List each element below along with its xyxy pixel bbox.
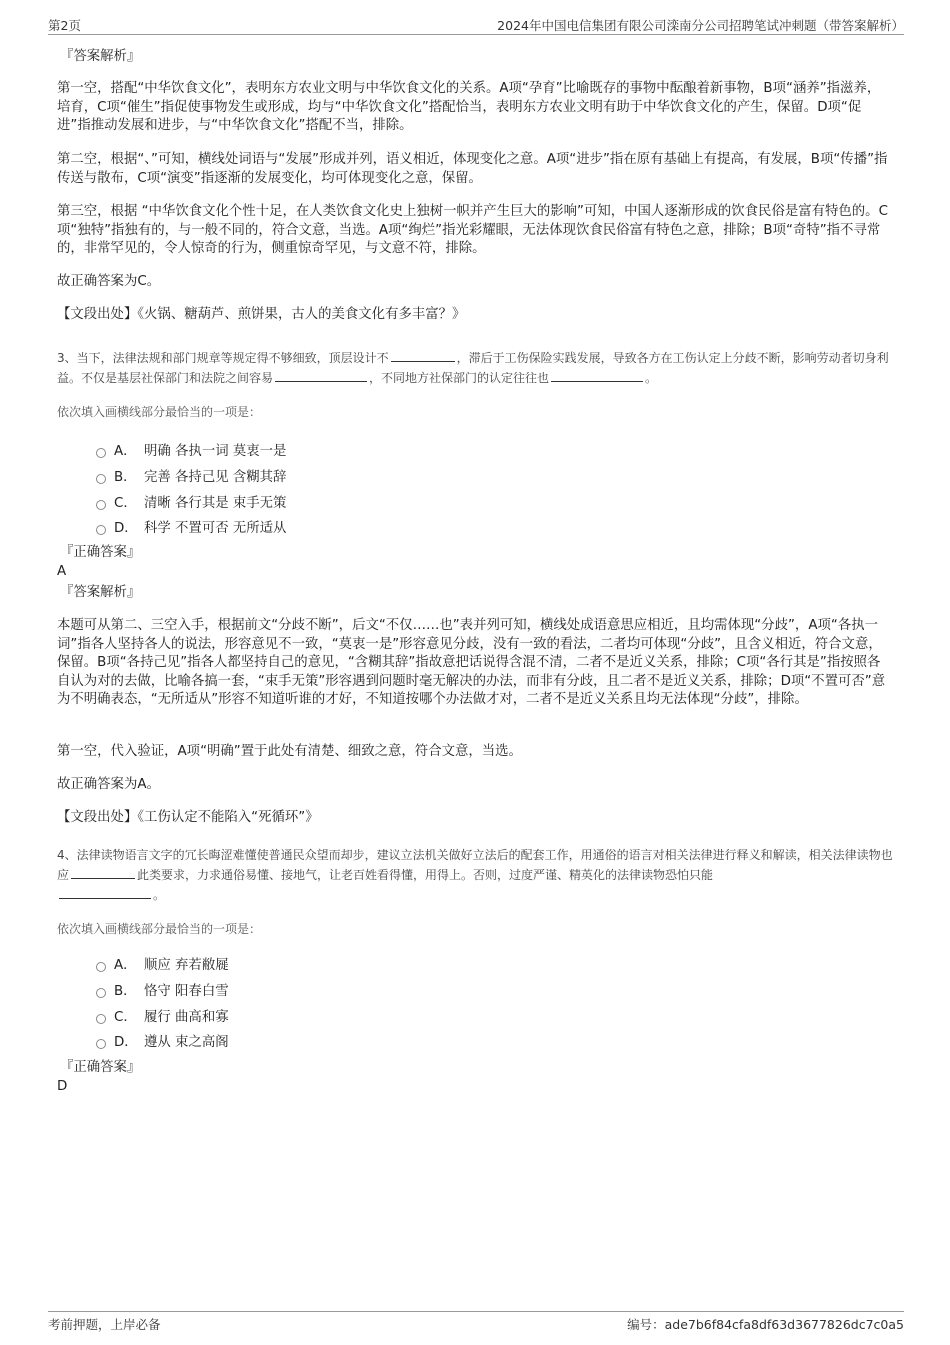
q3-analysis-label: 『答案解析』 (60, 585, 141, 600)
q3-blank-2 (275, 370, 367, 382)
q2-analysis-label: 『答案解析』 (60, 49, 141, 64)
q3-analysis-p2: 第一空，代入验证，A项“明确”置于此处有清楚、细致之意，符合文意，当选。 (57, 744, 522, 759)
page-number: 第2页 (48, 18, 81, 33)
page-footer (48, 1311, 904, 1332)
radio-icon[interactable] (96, 448, 106, 458)
q3-answer-label: 『正确答案』 (60, 545, 141, 560)
radio-icon[interactable] (96, 525, 106, 535)
radio-icon[interactable] (96, 474, 106, 484)
q3-blank-3 (551, 370, 643, 382)
q4-answer-label: 『正确答案』 (60, 1060, 141, 1075)
q3-answer: A (57, 564, 67, 579)
q3-prompt: 依次填入画横线部分最恰当的一项是： (57, 405, 262, 419)
q4-prompt: 依次填入画横线部分最恰当的一项是： (57, 922, 262, 936)
q4-option-a[interactable]: A． 顺应 弃若敝屣 (96, 954, 229, 974)
q2-analysis-conclusion: 故正确答案为C。 (57, 274, 161, 289)
q2-analysis-p3: 第三空，根据 “中华饮食文化个性十足，在人类饮食文化史上独树一帜并产生巨大的影响”可知，中国人逐渐形成的饮食民俗是富有特色的。C项“独特”指独有的，与一般不同的，符合文意，当选。A项“绚烂”指光彩耀眼，无法体现饮食民俗富有特色之意，排除；B项“奇特”指不寻常的，非常罕见的，令人惊奇的行为，侧重惊奇罕见，与文意不符，排除。 (57, 204, 888, 256)
radio-icon[interactable] (96, 1039, 106, 1049)
q4-blank-1 (71, 867, 135, 879)
q4-blank-2 (59, 887, 151, 899)
q4-answer: D (57, 1079, 68, 1094)
document-title: 2024年中国电信集团有限公司滦南分公司招聘笔试冲刺题（带答案解析） (497, 18, 904, 33)
q3-option-a[interactable]: A． 明确 各执一词 莫衷一是 (96, 440, 286, 460)
q2-analysis-p1: 第一空，搭配“中华饮食文化”，表明东方农业文明与中华饮食文化的关系。A项“孕育”比喻既存的事物中酝酿着新事物，B项“涵养”指滋养，培育，C项“催生”指促使事物发生或形成，均与“中华饮食文化”搭配恰当，表明东方农业文明有助于中华饮食文化的产生，保留。D项“促进”指推动发展和进步，与“中华饮食文化”搭配不当，排除。 (57, 81, 881, 133)
q3-option-b[interactable]: B． 完善 各持己见 含糊其辞 (96, 466, 286, 486)
q3-analysis-p1: 本题可从第二、三空入手，根据前文“分歧不断”，后文“不仅……也”表并列可知，横线处成语意思应相近，且均需体现“分歧”，A项“各执一词”指各人坚持各人的说法，形容意见不一致，“莫衷一是”形容意见分歧，没有一致的看法，二者均可体现“分歧”，且含义相近，符合文意，保留。B项“各持己见”指各人都坚持自己的意见，“含糊其辞”指故意把话说得含混不清，二者不是近义关系，排除；C项“各行其是”指按照各自认为对的去做，比喻各搞一套，“束手无策”形容遇到问题时毫无解决的办法，而非有分歧，且二者不是近义关系，排除；D项“不置可否”意为不明确表态，“无所适从”形容不知道听谁的才好，不知道按哪个办法做才对，二者不是近义关系且均无法体现“分歧”，排除。 (57, 618, 886, 707)
q4-stem: 4、法律读物语言文字的冗长晦涩难懂使普通民众望而却步，建议立法机关做好立法后的配套工作，用通俗的语言对相关法律进行释义和解读，相关法律读物也应 此类要求，力求通俗易懂、接地气，让老百姓看得懂，用得上。否则，过度严谨、精英化的法律读物恐怕只能 。 (57, 848, 893, 902)
radio-icon[interactable] (96, 962, 106, 972)
q2-source: 【文段出处】《火锅、糖葫芦、煎饼果，古人的美食文化有多丰富？》 (57, 307, 466, 322)
q3-analysis-conclusion: 故正确答案为A。 (57, 777, 160, 792)
q4-option-b[interactable]: B． 恪守 阳春白雪 (96, 980, 229, 1000)
page-header (48, 16, 904, 35)
footer-serial: 编号：ade7b6f84cfa8df63d3677826dc7c0a5 (627, 1317, 904, 1332)
q3-stem: 3、当下，法律法规和部门规章等规定得不够细致，顶层设计不 ，滞后于工伤保险实践发展，导致各方在工伤认定上分歧不断，影响劳动者切身利益。不仅是基层社保部门和法院之间容易 ，不同地方社保部门的认定往往也 。 (57, 351, 889, 385)
q3-option-d[interactable]: D． 科学 不置可否 无所适从 (96, 517, 286, 537)
radio-icon[interactable] (96, 500, 106, 510)
q3-source: 【文段出处】《工伤认定不能陷入“死循环”》 (57, 810, 319, 825)
radio-icon[interactable] (96, 988, 106, 998)
q3-option-c[interactable]: C． 清晰 各行其是 束手无策 (96, 492, 286, 512)
footer-slogan: 考前押题，上岸必备 (48, 1317, 161, 1332)
q2-analysis-p2: 第二空，根据“、”可知，横线处词语与“发展”形成并列，语义相近，体现变化之意。A项“进步”指在原有基础上有提高，有发展，B项“传播”指传送与散布，C项“演变”指逐渐的发展变化，均可体现变化之意，保留。 (57, 152, 888, 186)
radio-icon[interactable] (96, 1014, 106, 1024)
q4-option-d[interactable]: D． 遵从 束之高阁 (96, 1031, 229, 1051)
q3-blank-1 (391, 350, 455, 362)
q4-option-c[interactable]: C． 履行 曲高和寡 (96, 1006, 229, 1026)
